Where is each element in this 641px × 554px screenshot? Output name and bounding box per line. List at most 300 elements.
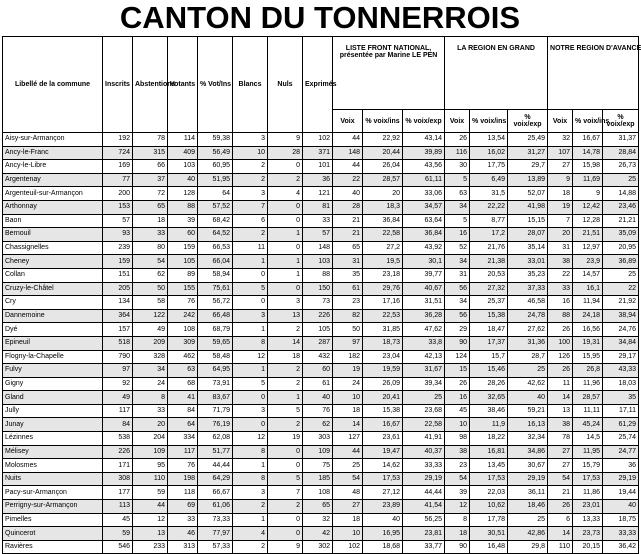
value-cell: 1 [268,228,303,242]
value-cell: 18 [268,350,303,364]
value-cell: 192 [103,133,133,147]
value-cell: 32,34 [508,432,548,446]
value-cell: 62 [133,268,168,282]
commune-cell: Pacy-sur-Armançon [3,486,103,500]
value-cell: 5 [445,173,470,187]
value-cell: 3 [268,296,303,310]
value-cell: 198 [168,472,198,486]
table-row [3,255,639,269]
value-cell: 35,23 [508,268,548,282]
value-cell: 16,67 [363,418,403,432]
value-cell: 26,73 [603,160,639,174]
value-cell: 101 [303,160,333,174]
value-cell: 371 [303,146,333,160]
value-cell: 45 [445,404,470,418]
value-cell: 18 [333,404,363,418]
value-cell: 35,14 [508,241,548,255]
value-cell: 148 [333,146,363,160]
value-cell: 110 [548,540,573,554]
value-cell: 40 [333,187,363,201]
value-cell: 15,7 [470,350,508,364]
value-cell: 30,1 [403,255,445,269]
value-cell: 8 [445,513,470,527]
value-cell: 33,33 [603,527,639,541]
value-cell: 9 [268,540,303,554]
value-cell: 39,34 [403,377,445,391]
value-cell: 80 [133,241,168,255]
value-cell: 39 [445,486,470,500]
value-cell: 204 [133,432,168,446]
value-cell: 21,38 [470,255,508,269]
commune-cell: Cheney [3,255,103,269]
value-cell: 75 [303,459,333,473]
value-cell: 364 [103,309,133,323]
value-cell: 103 [303,255,333,269]
value-cell: 29,19 [603,472,639,486]
value-cell: 22,92 [363,133,403,147]
value-cell: 26 [548,500,573,514]
value-cell: 16,95 [363,527,403,541]
value-cell: 26 [548,323,573,337]
value-cell: 19,44 [603,486,639,500]
value-cell: 8,77 [470,214,508,228]
value-cell: 57 [303,228,333,242]
value-cell: 42,86 [508,527,548,541]
value-cell: 54 [133,255,168,269]
value-cell: 23 [333,296,363,310]
value-cell: 2 [268,173,303,187]
value-cell: 102 [333,540,363,554]
value-cell: 3 [233,486,268,500]
value-cell: 14,78 [573,146,603,160]
value-cell: 65 [333,241,363,255]
value-cell: 22,58 [363,228,403,242]
commune-cell: Lézinnes [3,432,103,446]
value-cell: 113 [103,500,133,514]
value-cell: 36,42 [603,540,639,554]
value-cell: 5 [268,472,303,486]
value-cell: 105 [303,323,333,337]
value-cell: 16,56 [573,323,603,337]
table-row [3,527,639,541]
commune-cell: Jully [3,404,103,418]
value-cell: 33 [133,404,168,418]
value-cell: 46 [168,527,198,541]
value-cell: 76 [168,459,198,473]
value-cell: 13,54 [470,133,508,147]
value-cell: 33 [133,228,168,242]
value-cell: 23,89 [363,500,403,514]
value-cell: 185 [303,472,333,486]
value-cell: 78 [548,432,573,446]
header-abstentions: Abstentions [133,37,168,133]
value-cell: 92 [103,377,133,391]
value-cell: 0 [268,200,303,214]
value-cell: 38,46 [470,404,508,418]
value-cell: 78 [133,133,168,147]
value-cell: 538 [103,432,133,446]
value-cell: 25,49 [508,133,548,147]
commune-cell: Argentenay [3,173,103,187]
value-cell: 328 [133,350,168,364]
value-cell: 43,33 [603,364,639,378]
value-cell: 2 [268,364,303,378]
value-cell: 14 [333,418,363,432]
table-row [3,187,639,201]
value-cell: 23,01 [573,500,603,514]
value-cell: 102 [303,133,333,147]
value-cell: 22 [603,282,639,296]
value-cell: 39,77 [403,268,445,282]
value-cell: 1 [268,391,303,405]
value-cell: 77 [103,173,133,187]
value-cell: 0 [233,418,268,432]
value-cell: 24,76 [603,323,639,337]
table-row [3,391,639,405]
header-blancs: Blancs [233,37,268,133]
commune-cell: Arthonnay [3,200,103,214]
value-cell: 12 [133,513,168,527]
value-cell: 27,62 [508,323,548,337]
value-cell: 209 [133,336,168,350]
value-cell: 38 [548,418,573,432]
value-cell: 27 [548,160,573,174]
value-cell: 31,27 [508,146,548,160]
table-row [3,377,639,391]
value-cell: 546 [103,540,133,554]
commune-cell: Dannemoine [3,309,103,323]
value-cell: 21 [548,486,573,500]
value-cell: 35 [333,268,363,282]
value-cell: 17,53 [573,472,603,486]
value-cell: 22 [333,173,363,187]
value-cell: 41 [168,391,198,405]
value-cell: 12 [233,432,268,446]
value-cell: 12 [233,350,268,364]
value-cell: 44 [333,133,363,147]
value-cell: 100 [548,336,573,350]
value-cell: 44 [333,160,363,174]
value-cell: 59,38 [198,133,233,147]
value-cell: 68,79 [198,323,233,337]
value-cell: 1 [233,364,268,378]
value-cell: 7 [268,486,303,500]
value-cell: 15,15 [508,214,548,228]
value-cell: 148 [303,241,333,255]
value-cell: 11,95 [573,445,603,459]
value-cell: 4 [233,527,268,541]
value-cell: 57,33 [198,540,233,554]
value-cell: 66 [133,160,168,174]
value-cell: 35 [603,391,639,405]
value-cell: 20 [548,228,573,242]
value-cell: 62 [303,418,333,432]
value-cell: 0 [268,214,303,228]
value-cell: 18,22 [470,432,508,446]
value-cell: 64 [198,187,233,201]
table-row [3,200,639,214]
value-cell: 93 [103,228,133,242]
table-row [3,214,639,228]
value-cell: 287 [303,336,333,350]
value-cell: 17,53 [363,472,403,486]
value-cell: 14,62 [363,459,403,473]
value-cell: 29,7 [508,160,548,174]
value-cell: 13,89 [508,173,548,187]
value-cell: 19,59 [363,364,403,378]
value-cell: 23,73 [573,527,603,541]
value-cell: 43,56 [403,160,445,174]
value-cell: 45 [103,513,133,527]
value-cell: 25 [508,364,548,378]
commune-cell: Flogny-la-Chapelle [3,350,103,364]
table-row [3,268,639,282]
commune-cell: Perrigny-sur-Armançon [3,500,103,514]
value-cell: 518 [103,336,133,350]
value-cell: 22,22 [470,200,508,214]
table-row [3,228,639,242]
value-cell: 26,04 [363,160,403,174]
value-cell: 16,67 [573,133,603,147]
value-cell: 22,53 [363,309,403,323]
value-cell: 64 [168,418,198,432]
value-cell: 1 [233,459,268,473]
value-cell: 30 [445,160,470,174]
value-cell: 23,46 [603,200,639,214]
value-cell: 109 [133,445,168,459]
value-cell: 2 [268,323,303,337]
header-voix: Voix [445,110,470,133]
value-cell: 3 [233,187,268,201]
value-cell: 14,88 [603,187,639,201]
value-cell: 3 [233,309,268,323]
value-cell: 50 [133,282,168,296]
value-cell: 20,15 [573,540,603,554]
value-cell: 66,48 [198,309,233,323]
value-cell: 36,11 [508,486,548,500]
value-cell: 23,68 [403,404,445,418]
value-cell: 5 [268,404,303,418]
value-cell: 18 [333,513,363,527]
table-row [3,540,639,554]
value-cell: 239 [103,241,133,255]
value-cell: 88 [168,200,198,214]
value-cell: 105 [168,255,198,269]
value-cell: 14 [268,336,303,350]
value-cell: 16,02 [470,146,508,160]
value-cell: 15,95 [573,350,603,364]
value-cell: 18,46 [508,500,548,514]
value-cell: 47,62 [403,323,445,337]
value-cell: 171 [103,459,133,473]
value-cell: 27,2 [363,241,403,255]
value-cell: 3 [233,404,268,418]
value-cell: 68 [168,377,198,391]
value-cell: 95 [133,459,168,473]
value-cell: 13,33 [573,513,603,527]
value-cell: 107 [548,146,573,160]
value-cell: 59,21 [508,404,548,418]
value-cell: 8 [233,445,268,459]
value-cell: 49 [133,323,168,337]
value-cell: 122 [133,309,168,323]
value-cell: 10 [333,527,363,541]
value-cell: 31,85 [363,323,403,337]
value-cell: 66,53 [198,241,233,255]
value-cell: 81 [303,200,333,214]
value-cell: 11,94 [573,296,603,310]
value-cell: 11,69 [573,173,603,187]
value-cell: 233 [133,540,168,554]
value-cell: 10,62 [470,500,508,514]
commune-cell: Gigny [3,377,103,391]
value-cell: 58 [133,296,168,310]
value-cell: 98 [445,432,470,446]
commune-cell: Molosmes [3,459,103,473]
header-pct-voix-ins: % voix/ins [470,110,508,133]
value-cell: 118 [168,486,198,500]
value-cell: 56,25 [403,513,445,527]
value-cell: 14,5 [573,432,603,446]
value-cell: 17,75 [470,160,508,174]
table-row [3,241,639,255]
value-cell: 21 [333,228,363,242]
value-cell: 25,37 [470,296,508,310]
value-cell: 31,67 [403,364,445,378]
value-cell: 54 [445,472,470,486]
value-cell: 19 [333,364,363,378]
value-cell: 39 [168,214,198,228]
value-cell: 177 [103,486,133,500]
header-list-region-en-grand: LA REGION EN GRAND [445,37,548,110]
value-cell: 790 [103,350,133,364]
value-cell: 114 [168,133,198,147]
value-cell: 17,37 [470,336,508,350]
value-cell: 72 [133,187,168,201]
value-cell: 57 [103,214,133,228]
value-cell: 34 [133,364,168,378]
value-cell: 12,97 [573,241,603,255]
value-cell: 309 [168,336,198,350]
value-cell: 36,89 [603,255,639,269]
value-cell: 17,78 [470,513,508,527]
commune-cell: Baon [3,214,103,228]
value-cell: 58,94 [198,268,233,282]
value-cell: 16,13 [508,418,548,432]
value-cell: 1 [233,513,268,527]
value-cell: 21,51 [573,228,603,242]
value-cell: 27,12 [363,486,403,500]
value-cell: 88 [548,309,573,323]
value-cell: 59 [133,486,168,500]
value-cell: 36,28 [403,309,445,323]
value-cell: 1 [268,268,303,282]
value-cell: 20,95 [603,241,639,255]
value-cell: 315 [133,146,168,160]
header-inscrits: Inscrits [103,37,133,133]
value-cell: 17,11 [603,404,639,418]
value-cell: 33,01 [508,255,548,269]
value-cell: 61,29 [603,418,639,432]
value-cell: 25 [603,173,639,187]
value-cell: 25 [403,391,445,405]
table-row [3,309,639,323]
commune-cell: Aisy-sur-Armançon [3,133,103,147]
value-cell: 18 [133,214,168,228]
value-cell: 29,76 [363,282,403,296]
value-cell: 83,67 [198,391,233,405]
value-cell: 90 [445,336,470,350]
value-cell: 76 [303,404,333,418]
value-cell: 7 [233,200,268,214]
value-cell: 16,81 [470,445,508,459]
value-cell: 11 [548,377,573,391]
value-cell: 43,14 [403,133,445,147]
commune-cell: Quincerot [3,527,103,541]
value-cell: 31,51 [403,296,445,310]
value-cell: 39,89 [403,146,445,160]
value-cell: 18,73 [363,336,403,350]
value-cell: 82 [333,309,363,323]
table-row [3,296,639,310]
value-cell: 6,49 [470,173,508,187]
value-cell: 32 [548,133,573,147]
commune-cell: Argenteuil-sur-Armançon [3,187,103,201]
value-cell: 308 [103,472,133,486]
table-row [3,350,639,364]
value-cell: 71,79 [198,404,233,418]
value-cell: 31 [333,255,363,269]
value-cell: 36,84 [403,228,445,242]
value-cell: 23,81 [403,527,445,541]
value-cell: 126 [548,350,573,364]
value-cell: 34 [445,200,470,214]
value-cell: 62,08 [198,432,233,446]
value-cell: 117 [168,445,198,459]
value-cell: 27,32 [470,282,508,296]
value-cell: 48 [333,486,363,500]
value-cell: 60,95 [198,160,233,174]
value-cell: 51,95 [198,173,233,187]
value-cell: 31,36 [508,336,548,350]
commune-cell: Bernouil [3,228,103,242]
value-cell: 59 [103,527,133,541]
value-cell: 20 [363,187,403,201]
value-cell: 41,98 [508,200,548,214]
value-cell: 0 [268,241,303,255]
value-cell: 34,57 [403,200,445,214]
value-cell: 18 [548,187,573,201]
value-cell: 77,97 [198,527,233,541]
value-cell: 88 [303,268,333,282]
value-cell: 57,52 [198,200,233,214]
value-cell: 15,46 [470,364,508,378]
value-cell: 84 [168,404,198,418]
value-cell: 29,19 [403,472,445,486]
value-cell: 25 [333,459,363,473]
commune-cell: Mélisey [3,445,103,459]
value-cell: 159 [103,255,133,269]
value-cell: 65 [133,200,168,214]
table-row [3,513,639,527]
commune-cell: Chassignelles [3,241,103,255]
value-cell: 41,91 [403,432,445,446]
value-cell: 2 [233,173,268,187]
value-cell: 11,9 [470,418,508,432]
value-cell: 18 [445,527,470,541]
value-cell: 19,31 [573,336,603,350]
header-pct-voix-exp: % voix/exp [403,110,445,133]
